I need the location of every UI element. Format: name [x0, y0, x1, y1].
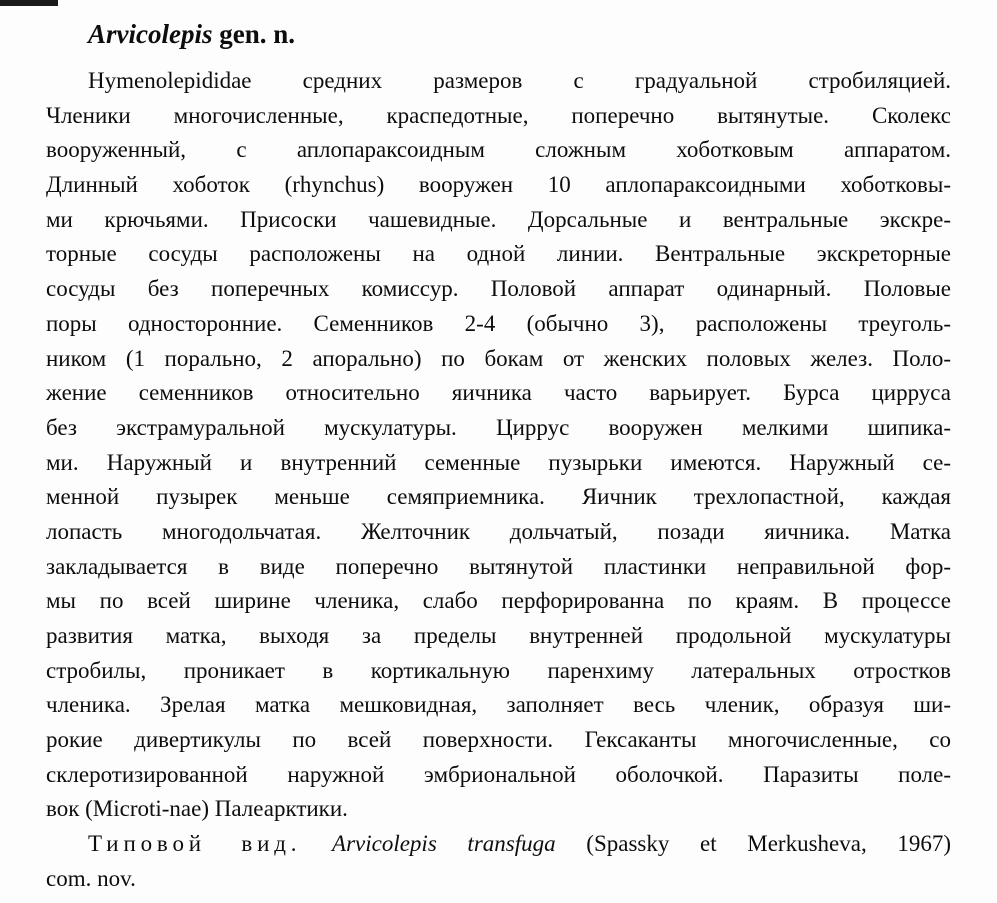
text-line: мы по всей ширине членика, слабо перфорированна по краям. В процессе — [46, 588, 951, 614]
text-line: вок (Microti-nae) Палеарктики. — [46, 796, 348, 822]
text-line: сосуды без поперечных комиссур. Половой аппарат одинарный. Половые — [46, 276, 951, 302]
text-line: стробилы, проникает в кортикальную паренхиму латеральных отростков — [46, 657, 951, 683]
genus-name: Arvicolepis — [88, 19, 213, 49]
text-line: ми крючьями. Присоски чашевидные. Дорсальные и вентральные экскре- — [46, 206, 951, 232]
text-line: лопасть многодольчатая. Желточник дольчатый, позади яичника. Матка — [46, 518, 951, 544]
text-line: рокие дивертикулы по всей поверхности. Гексаканты многочисленные, со — [46, 727, 951, 753]
type-species-name: Arvicolepis transfuga — [332, 831, 556, 857]
text-line: склеротизированной наружной эмбриональной оболочкой. Паразиты поле- — [46, 761, 951, 787]
text-line: поры односторонние. Семенников 2-4 (обычно 3), расположены треуголь- — [46, 310, 951, 336]
text-line: членика. Зрелая матка мешковидная, заполняет весь членик, образуя ши- — [46, 692, 951, 718]
text-line: закладывается в виде поперечно вытянутой пластинки неправильной фор- — [46, 553, 951, 579]
text-line: вооруженный, с аплопараксоидным сложным хоботковым аппаратом. — [46, 137, 951, 163]
text-line: Hymenolepididae средних размеров с градуальной стробиляцией. — [88, 68, 951, 93]
type-species-paragraph — [46, 827, 951, 896]
text-line: торные сосуды расположены на одной линии. Вентральные экскреторные — [46, 241, 951, 267]
type-species-authority: (Spassky et Merkusheva, 1967) — [586, 831, 951, 857]
text-line: ником (1 порально, 2 апорально) по бокам от женских половых желез. Поло- — [46, 345, 951, 371]
text-line: жение семенников относительно яичника часто варьирует. Бурса цирруса — [46, 380, 951, 406]
text-line: менной пузырек меньше семяприемника. Яичник трехлопастной, каждая — [46, 484, 951, 510]
genus-heading — [88, 16, 951, 52]
text-line: Длинный хоботок (rhynchus) вооружен 10 аплопараксоидными хоботковы- — [46, 172, 951, 198]
text-line: Членики многочисленные, краспедотные, поперечно вытянутые. Сколекс — [46, 102, 951, 128]
text-line: ми. Наружный и внутренний семенные пузырьки имеются. Наружный се- — [46, 449, 951, 475]
type-species-continuation: com. nov. — [46, 865, 136, 891]
genus-suffix: gen. n. — [219, 19, 296, 49]
text-line: развития матка, выходя за пределы внутренней продольной мускулатуры — [46, 623, 951, 648]
description-paragraph — [46, 64, 951, 827]
type-species-label: Типовой вид. — [88, 831, 302, 857]
type-species-line — [46, 827, 951, 862]
text-line: без экстрамуральной мускулатуры. Циррус вооружен мелкими шипика- — [46, 414, 951, 440]
